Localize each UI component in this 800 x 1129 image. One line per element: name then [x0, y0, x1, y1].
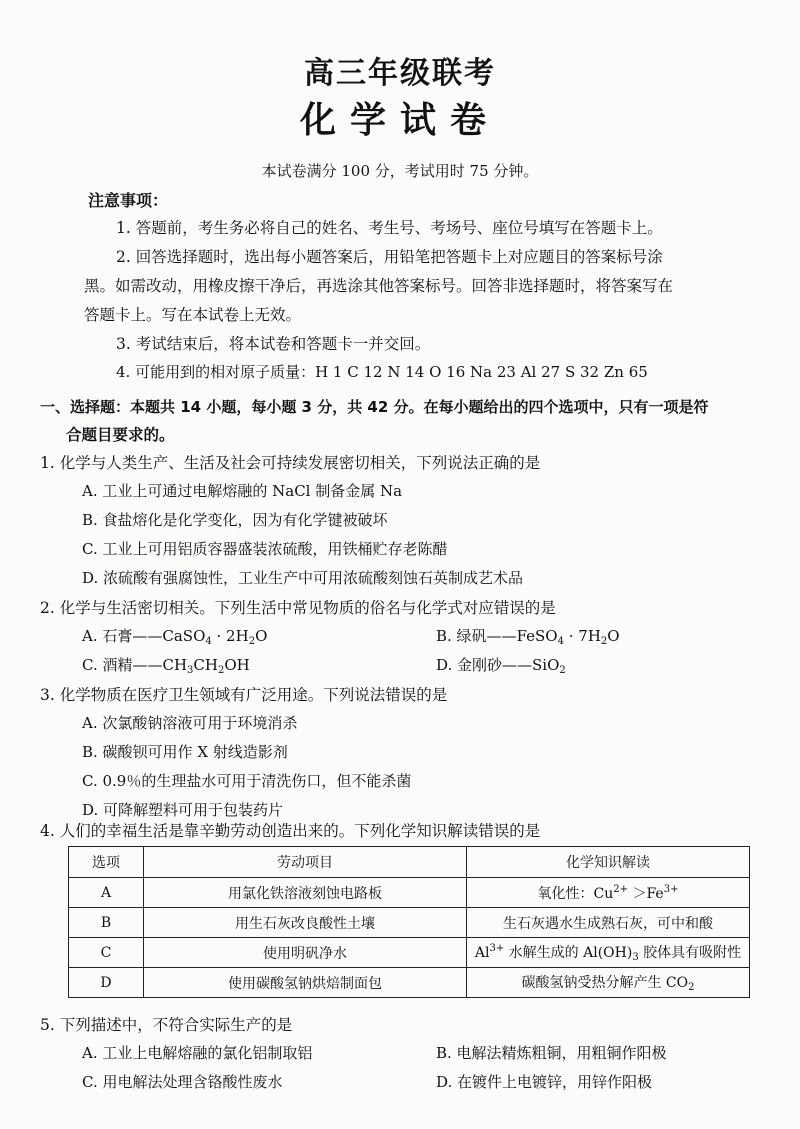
- q2-a-name: A. 石膏——: [82, 627, 163, 645]
- q4-c-k-part: Al: [474, 945, 490, 961]
- q2-b-formula-part: · 7H: [563, 627, 601, 645]
- q4-row-a-labor: 用氯化铁溶液刻蚀电路板: [144, 878, 467, 908]
- section1-heading: [40, 393, 760, 449]
- q4-c-subscript: 3: [632, 952, 639, 963]
- table-row: [69, 908, 750, 938]
- q4-a-charge: 3+: [663, 883, 679, 895]
- q4-row-d-option: D: [69, 968, 144, 998]
- exam-subtitle: 本试卷满分 100 分，考试用时 75 分钟。: [261, 162, 539, 180]
- q2-option-b: [436, 625, 620, 647]
- q4-row-a-option: A: [69, 878, 144, 908]
- q4-c-charge: 3+: [489, 943, 505, 954]
- q3-option-b: B. 碳酸钡可用作 X 射线造影剂: [82, 743, 288, 761]
- q5-stem: 5. 下列描述中，不符合实际生产的是: [40, 1016, 293, 1034]
- q2-d-name: D. 金刚砂——: [436, 656, 533, 674]
- q4-row-c-labor: 使用明矾净水: [144, 938, 467, 968]
- q4-d-subscript: 2: [688, 982, 695, 993]
- q4-d-k-part: 碳酸氢钠受热分解产生 CO: [521, 975, 689, 991]
- q5-option-a: A. 工业上电解熔融的氯化铝制取铝: [82, 1044, 313, 1062]
- q1-option-c: C. 工业上可用铝质容器盛装浓硫酸，用铁桶贮存老陈醋: [82, 540, 448, 558]
- q2-c-name: C. 酒精——: [82, 656, 163, 674]
- q2-option-c: [82, 654, 250, 676]
- table-row: [69, 968, 750, 998]
- q3-option-c: C. 0.9％的生理盐水可用于清洗伤口，但不能杀菌: [82, 772, 412, 790]
- q2-b-name: B. 绿矾——: [436, 627, 517, 645]
- q2-a-subscript: 2: [248, 636, 256, 647]
- q4-row-c-option: C: [69, 938, 144, 968]
- table-row: [69, 938, 750, 968]
- q2-a-formula-part: CaSO: [162, 627, 206, 645]
- q2-c-formula-part: CH: [193, 656, 218, 674]
- table-row: [69, 878, 750, 908]
- q1-option-a: A. 工业上可通过电解熔融的 NaCl 制备金属 Na: [82, 482, 403, 500]
- q2-a-subscript: 4: [205, 636, 212, 647]
- q2-stem: 2. 化学与生活密切相关。下列生活中常见物质的俗名与化学式对应错误的是: [40, 599, 556, 617]
- q2-b-formula-part: O: [607, 627, 620, 645]
- q2-b-formula-part: FeSO: [516, 627, 558, 645]
- q4-a-charge: 2+: [613, 883, 629, 895]
- q4-a-k-part: ＞Fe: [628, 885, 664, 902]
- notice-item-2-line2: 黑。如需改动，用橡皮擦干净后，再选涂其他答案标号。回答非选择题时，将答案写在: [84, 277, 674, 295]
- q4-header-option: 选项: [69, 847, 144, 878]
- q4-row-b-knowledge: 生石灰遇水生成熟石灰，可中和酸: [467, 908, 750, 938]
- q4-row-b-labor: 用生石灰改良酸性土壤: [144, 908, 467, 938]
- q4-stem: 4. 人们的幸福生活是靠辛勤劳动创造出来的。下列化学知识解读错误的是: [40, 822, 541, 840]
- q2-b-subscript: 2: [600, 636, 608, 647]
- q4-table: [68, 846, 750, 998]
- q4-row-b-option: B: [69, 908, 144, 938]
- q4-row-d-knowledge: [467, 968, 750, 998]
- q5-option-c: C. 用电解法处理含铬酸性废水: [82, 1073, 283, 1091]
- q4-row-d-labor: 使用碳酸氢钠烘焙制面包: [144, 968, 467, 998]
- q3-stem: 3. 化学物质在医疗卫生领域有广泛用途。下列说法错误的是: [40, 686, 448, 704]
- notice-heading: 注意事项：: [88, 191, 169, 210]
- q4-row-a-knowledge: [467, 878, 750, 908]
- q1-option-b: B. 食盐熔化是化学变化，因为有化学键被破坏: [82, 511, 388, 529]
- notice-item-4: 4. 可能用到的相对原子质量：H 1 C 12 N 14 O 16 Na 23 Al 27 S 32 Zn 65: [116, 363, 648, 381]
- notice-item-2-line1: 2. 回答选择题时，选出每小题答案后，用铅笔把答题卡上对应题目的答案标号涂: [116, 248, 663, 266]
- q4-header-knowledge: 化学知识解读: [467, 847, 750, 878]
- notice-item-2-line3: 答题卡上。写在本试卷上无效。: [84, 306, 302, 324]
- q5-option-b: B. 电解法精炼粗铜，用粗铜作阳极: [436, 1044, 667, 1062]
- section1-line1: 一、选择题：本题共 14 小题，每小题 3 分，共 42 分。在每小题给出的四个选项中，只有一项是符: [40, 398, 709, 416]
- q2-a-formula-part: O: [255, 627, 268, 645]
- q2-c-formula-part: CH: [162, 656, 188, 674]
- q2-b-subscript: 4: [557, 636, 564, 647]
- q2-option-a: [82, 625, 267, 647]
- q3-option-a: A. 次氯酸钠溶液可用于环境消杀: [82, 714, 298, 732]
- q4-c-k-part: 水解生成的 Al(OH): [504, 945, 633, 961]
- q2-a-formula-part: · 2H: [211, 627, 249, 645]
- q4-header-labor: 劳动项目: [144, 847, 467, 878]
- exam-title-line2: 化学试卷: [299, 100, 500, 141]
- q2-d-formula-part: SiO: [532, 656, 560, 674]
- q4-c-k-part: 胶体具有吸附性: [638, 945, 742, 961]
- q5-option-d: D. 在镀件上电镀锌，用锌作阳极: [436, 1073, 653, 1091]
- q1-option-d: D. 浓硫酸有强腐蚀性，工业生产中可用浓硫酸刻蚀石英制成艺术品: [82, 569, 524, 587]
- q2-option-d: [436, 654, 566, 676]
- q2-c-subscript: 3: [187, 665, 194, 676]
- exam-title-line1: 高三年级联考: [304, 56, 496, 91]
- q3-option-d: D. 可降解塑料可用于包装药片: [82, 801, 284, 819]
- q4-a-k-part: 氧化性：Cu: [537, 885, 614, 902]
- q2-c-formula-part: OH: [224, 656, 250, 674]
- q2-d-subscript: 2: [559, 665, 566, 676]
- notice-item-1: 1. 答题前，考生务必将自己的姓名、考生号、考场号、座位号填写在答题卡上。: [116, 219, 663, 237]
- q4-table-header-row: [69, 847, 750, 878]
- q4-row-c-knowledge: [467, 938, 750, 968]
- section1-line2: 合题目要求的。: [66, 426, 175, 444]
- q2-c-subscript: 2: [217, 665, 225, 676]
- notice-item-3: 3. 考试结束后，将本试卷和答题卡一并交回。: [116, 335, 431, 353]
- q1-stem: 1. 化学与人类生产、生活及社会可持续发展密切相关，下列说法正确的是: [40, 454, 541, 472]
